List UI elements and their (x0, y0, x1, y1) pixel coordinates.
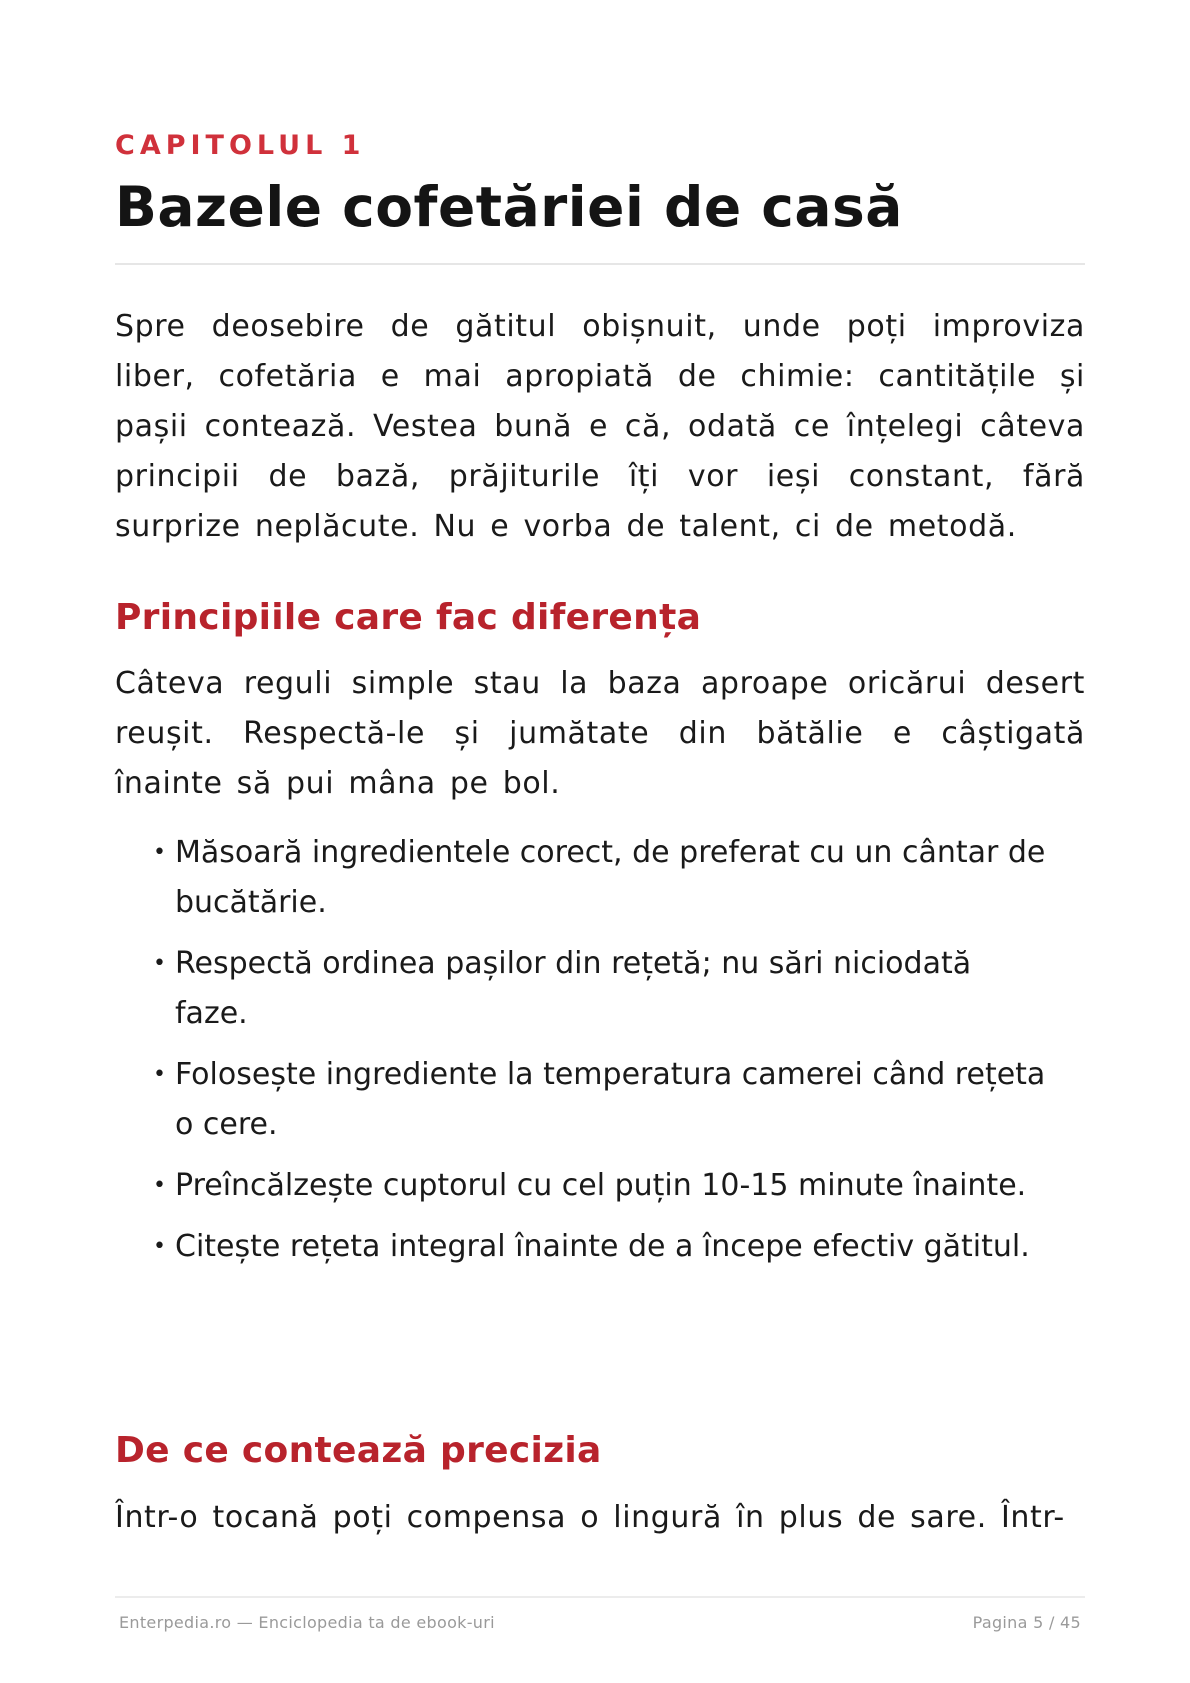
footer-divider (115, 1596, 1085, 1598)
footer-site-name: Enterpedia.ro — Enciclopedia ta de ebook-uri (119, 1613, 495, 1632)
bullet-icon: • (153, 951, 166, 976)
footer-page-number: Pagina 5 / 45 (972, 1613, 1081, 1632)
list-item (153, 828, 1053, 928)
section-paragraph-principii: Câteva reguli simple stau la baza aproape oricărui desert reușit. Respectă-le și jumătate din bătălie e câștigată înainte să pui mâna pe bol. (115, 666, 1085, 801)
list-item-text: Folosește ingrediente la temperatura camerei când rețeta o cere. (175, 1057, 1046, 1142)
section-heading-precizia: De ce contează precizia (115, 1430, 602, 1471)
list-item-text: Preîncălzește cuptorul cu cel puțin 10-15 minute înainte. (175, 1168, 1027, 1203)
list-item (153, 1050, 1053, 1150)
list-item-text: Respectă ordinea pașilor din rețetă; nu sări niciodată faze. (175, 946, 972, 1031)
list-item-text: Citește rețeta integral înainte de a începe efectiv gătitul. (175, 1229, 1030, 1264)
list-item (153, 1222, 1053, 1272)
list-item (153, 939, 1053, 1039)
bullet-icon: • (153, 1173, 166, 1198)
principles-list (153, 828, 1053, 1283)
bullet-icon: • (153, 1234, 166, 1259)
title-divider (115, 263, 1085, 265)
chapter-label: CAPITOLUL 1 (115, 130, 366, 161)
chapter-title: Bazele cofetăriei de casă (115, 175, 903, 239)
section-heading-principii: Principiile care fac diferența (115, 597, 702, 638)
bullet-icon: • (153, 1062, 166, 1087)
intro-paragraph: Spre deosebire de gătitul obișnuit, unde poți improviza liber, cofetăria e mai apropiată de chimie: cantitățile și pașii contează. Vestea bună e că, odată ce înțelegi câteva principii de bază, prăjiturile îți vor ieși constant, fără surprize neplăcute. Nu e vorba de talent, ci de metodă. (115, 309, 1085, 544)
list-item-text: Măsoară ingredientele corect, de preferat cu un cântar de bucătărie. (175, 835, 1046, 920)
list-item (153, 1161, 1053, 1211)
bullet-icon: • (153, 840, 166, 865)
ebook-page (115, 0, 1085, 1683)
section-paragraph-precizia: Într-o tocană poți compensa o lingură în plus de sare. Într- (115, 1500, 1065, 1535)
